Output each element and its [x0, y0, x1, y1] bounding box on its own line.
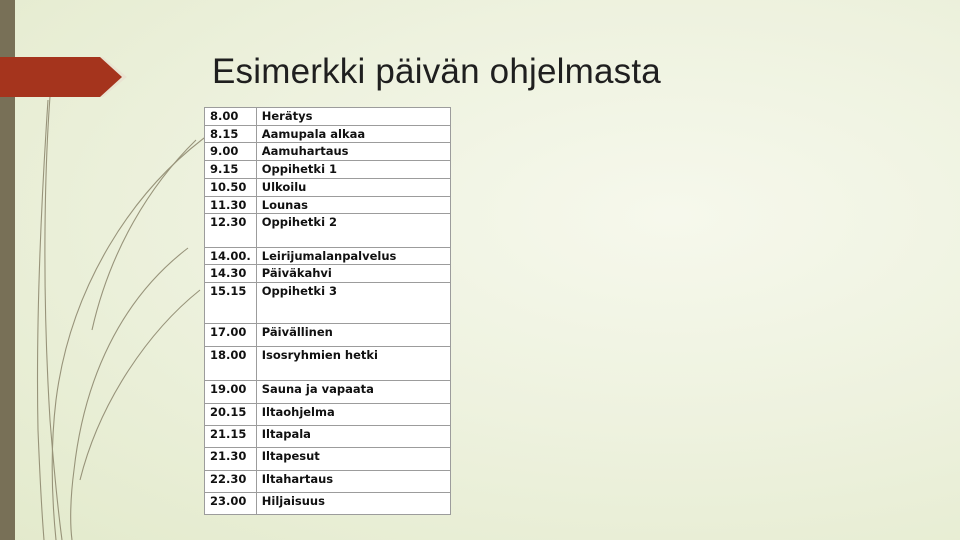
- schedule-time: 10.50: [205, 178, 257, 196]
- schedule-time: 8.00: [205, 108, 257, 126]
- schedule-row: [205, 426, 451, 448]
- schedule-row: [205, 247, 451, 265]
- schedule-row: [205, 324, 451, 346]
- schedule-time: 9.15: [205, 161, 257, 179]
- schedule-activity: Oppihetki 1: [256, 161, 450, 179]
- schedule-row: [205, 108, 451, 126]
- schedule-row: [205, 492, 451, 514]
- schedule-time: 23.00: [205, 492, 257, 514]
- schedule-activity: Iltahartaus: [256, 470, 450, 492]
- schedule-row: [205, 161, 451, 179]
- schedule-time: 15.15: [205, 283, 257, 324]
- schedule-activity: Sauna ja vapaata: [256, 380, 450, 403]
- schedule-activity: Leirijumalanpalvelus: [256, 247, 450, 265]
- schedule-time: 21.30: [205, 448, 257, 470]
- schedule-row: [205, 404, 451, 426]
- schedule-time: 14.30: [205, 265, 257, 283]
- title-accent-arrow: [0, 57, 127, 97]
- schedule-time: 8.15: [205, 125, 257, 143]
- schedule-row: [205, 346, 451, 380]
- schedule-row: [205, 178, 451, 196]
- schedule-activity: Hiljaisuus: [256, 492, 450, 514]
- schedule-time: 20.15: [205, 404, 257, 426]
- schedule-time: 18.00: [205, 346, 257, 380]
- schedule-activity: Päiväkahvi: [256, 265, 450, 283]
- schedule-time: 22.30: [205, 470, 257, 492]
- schedule-activity: Oppihetki 3: [256, 283, 450, 324]
- schedule-row: [205, 283, 451, 324]
- schedule-row: [205, 214, 451, 247]
- schedule-activity: Aamuhartaus: [256, 143, 450, 161]
- schedule-activity: Herätys: [256, 108, 450, 126]
- schedule-time: 9.00: [205, 143, 257, 161]
- schedule-time: 17.00: [205, 324, 257, 346]
- schedule-activity: Päivällinen: [256, 324, 450, 346]
- schedule-activity: Iltapala: [256, 426, 450, 448]
- schedule-time: 21.15: [205, 426, 257, 448]
- schedule-row: [205, 265, 451, 283]
- schedule-table: [204, 107, 451, 515]
- schedule-time: 11.30: [205, 196, 257, 214]
- schedule-row: [205, 380, 451, 403]
- schedule-activity: Aamupala alkaa: [256, 125, 450, 143]
- slide-title: Esimerkki päivän ohjelmasta: [212, 52, 661, 91]
- schedule-activity: Isosryhmien hetki: [256, 346, 450, 380]
- schedule-time: 14.00.: [205, 247, 257, 265]
- schedule-time: 12.30: [205, 214, 257, 247]
- schedule-activity: Iltapesut: [256, 448, 450, 470]
- schedule-activity: Iltaohjelma: [256, 404, 450, 426]
- schedule-activity: Oppihetki 2: [256, 214, 450, 247]
- schedule-row: [205, 125, 451, 143]
- schedule-row: [205, 448, 451, 470]
- schedule-row: [205, 470, 451, 492]
- schedule-time: 19.00: [205, 380, 257, 403]
- schedule-row: [205, 196, 451, 214]
- schedule-row: [205, 143, 451, 161]
- schedule-activity: Lounas: [256, 196, 450, 214]
- schedule-activity: Ulkoilu: [256, 178, 450, 196]
